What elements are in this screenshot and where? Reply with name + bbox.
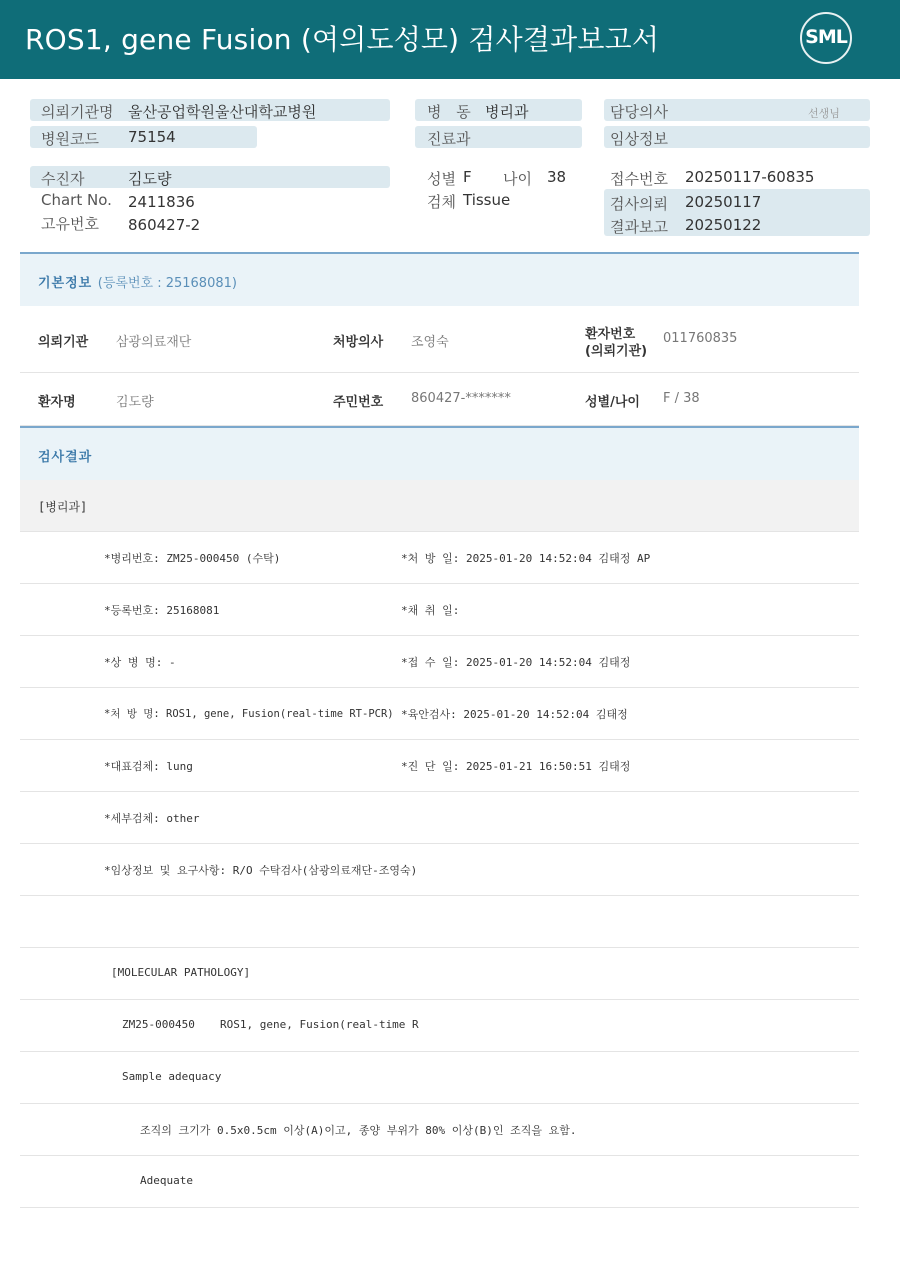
- request-value: 20250117: [685, 193, 762, 211]
- reg-no-line: *등록번호: 25168081: [104, 604, 220, 617]
- divider: [20, 895, 859, 896]
- ward-value: 병리과: [485, 103, 529, 121]
- requesting-org-value: 울산공업학원울산대학교병원: [128, 103, 317, 121]
- report-value: 20250122: [685, 216, 762, 234]
- presc-date-line: *처 방 일: 2025-01-20 14:52:04 김태정 AP: [401, 552, 651, 565]
- id-value: 860427-2: [128, 216, 201, 234]
- patient-no-label-1: 환자번호: [585, 327, 636, 342]
- hospital-code-label: 병원코드: [41, 130, 99, 148]
- ward-label: 병 동: [427, 103, 471, 121]
- chart-value: 2411836: [128, 193, 195, 211]
- basic-info-row-2: [20, 373, 859, 426]
- receipt-label: 접수번호: [610, 170, 668, 188]
- divider: [20, 1155, 859, 1156]
- id-label: 고유번호: [41, 215, 99, 233]
- divider: [20, 739, 859, 740]
- patient-no-label-2: (의뢰기관): [585, 344, 648, 359]
- rrn-value: 860427-*******: [411, 391, 511, 406]
- doctor-suffix: 선생님: [808, 107, 840, 120]
- divider: [20, 791, 859, 792]
- presc-doctor-label: 처방의사: [333, 335, 384, 350]
- divider: [20, 843, 859, 844]
- case-test: ROS1, gene, Fusion(real-time R: [220, 1018, 419, 1031]
- basic-info-row-1: [20, 305, 859, 373]
- path-no-line: *병리번호: ZM25-000450 (수탁): [104, 552, 281, 565]
- case-no: ZM25-000450: [122, 1018, 195, 1031]
- divider: [20, 1051, 859, 1052]
- divider: [20, 687, 859, 688]
- molecular-heading: [MOLECULAR PATHOLOGY]: [111, 966, 251, 979]
- org-value: 삼광의료재단: [116, 335, 192, 350]
- report-label: 결과보고: [610, 218, 668, 236]
- basic-info-title: [38, 272, 237, 291]
- name-value: 김도량: [116, 395, 154, 410]
- divider: [20, 1103, 859, 1104]
- specimen-label: 검체: [427, 193, 456, 211]
- presc-name-line: *처 방 명: ROS1, gene, Fusion(real-time RT-PCR): [104, 708, 394, 720]
- results-title: 검사결과: [38, 450, 93, 465]
- dept-label: 진료과: [427, 130, 471, 148]
- divider: [20, 947, 859, 948]
- patient-no-value: 011760835: [663, 331, 738, 346]
- main-specimen-line: *대표검체: lung: [104, 760, 193, 773]
- request-label: 검사의뢰: [610, 195, 668, 213]
- hospital-code-value: 75154: [128, 128, 176, 146]
- logo-text: SML: [805, 26, 847, 48]
- patient-label: 수진자: [41, 170, 85, 188]
- sex-label: 성별: [427, 170, 456, 188]
- results-section-header: [20, 426, 859, 481]
- name-label: 환자명: [38, 395, 76, 410]
- divider: [20, 1207, 859, 1208]
- collect-date-line: *채 취 일:: [401, 604, 460, 617]
- age-label: 나이: [503, 170, 532, 188]
- diagnosis-line: *상 병 명: -: [104, 656, 176, 669]
- sexage-label: 성별/나이: [585, 395, 640, 410]
- org-label: 의뢰기관: [38, 335, 89, 350]
- diag-date-line: *진 단 일: 2025-01-21 16:50:51 김태정: [401, 760, 631, 773]
- rrn-label: 주민번호: [333, 395, 384, 410]
- receive-date-line: *접 수 일: 2025-01-20 14:52:04 김태정: [401, 656, 631, 669]
- sex-value: F: [463, 168, 472, 186]
- adequacy-result: Adequate: [140, 1174, 193, 1187]
- divider: [20, 583, 859, 584]
- gross-exam-line: *육안검사: 2025-01-20 14:52:04 김태정: [401, 708, 628, 721]
- basic-info-section-header: [20, 252, 859, 306]
- sexage-value: F / 38: [663, 391, 700, 406]
- basic-info-title-text: 기본정보: [38, 276, 93, 291]
- sample-adequacy: Sample adequacy: [122, 1070, 222, 1083]
- report-header: [0, 0, 900, 79]
- sub-specimen-line: *세부검체: other: [104, 812, 200, 825]
- presc-doctor-value: 조영숙: [411, 335, 449, 350]
- age-value: 38: [547, 168, 567, 186]
- adequacy-criteria: 조직의 크기가 0.5x0.5cm 이상(A)이고, 종양 부위가 80% 이상(B)인 조직을 요함.: [140, 1124, 577, 1137]
- dept-tag: [병리과]: [38, 500, 88, 514]
- report-title: ROS1, gene Fusion (여의도성모) 검사결과보고서: [25, 23, 660, 56]
- specimen-value: Tissue: [463, 191, 511, 209]
- divider: [20, 999, 859, 1000]
- receipt-value: 20250117-60835: [685, 168, 815, 186]
- doctor-label: 담당의사: [610, 103, 668, 121]
- dept-row: [20, 480, 859, 532]
- patient-value: 김도량: [128, 170, 172, 188]
- basic-info-reg-no: (등록번호 : 25168081): [97, 276, 237, 291]
- clinical-label: 임상정보: [610, 130, 668, 148]
- chart-label: Chart No.: [41, 191, 112, 209]
- divider: [20, 635, 859, 636]
- requesting-org-label: 의뢰기관명: [41, 103, 114, 121]
- clinical-req-line: *임상정보 및 요구사항: R/O 수탁검사(삼광의료재단-조영숙): [104, 864, 418, 877]
- sml-logo: [800, 12, 852, 64]
